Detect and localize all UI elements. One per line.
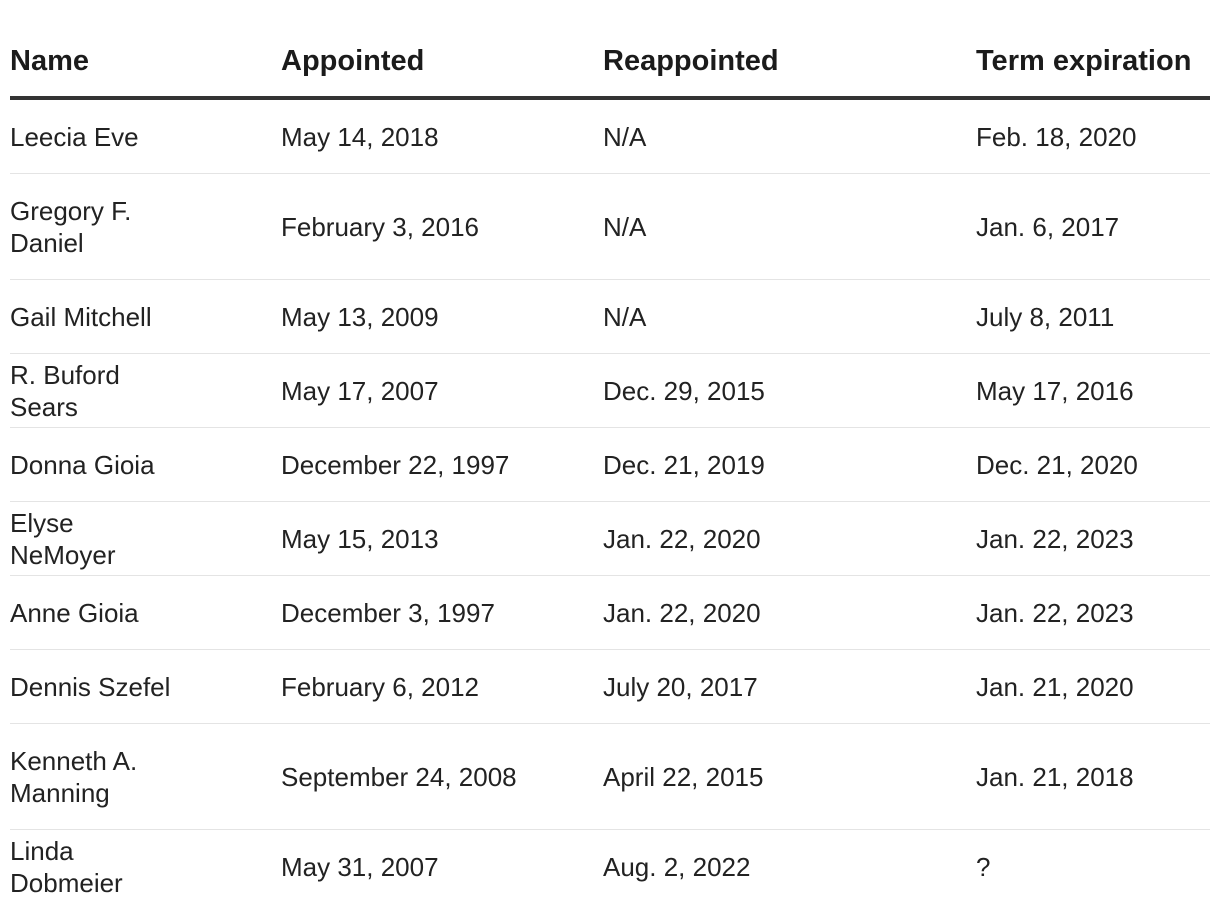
table-row [10, 174, 1210, 280]
header-reappointed: Reappointed [603, 26, 976, 98]
cell-term-expiration: Jan. 22, 2023 [976, 576, 1210, 650]
cell-appointed: December 22, 1997 [281, 428, 603, 502]
table-row [10, 98, 1210, 174]
table-row [10, 428, 1210, 502]
table-row [10, 830, 1210, 905]
cell-name: Dennis Szefel [10, 650, 281, 724]
cell-name: Leecia Eve [10, 98, 281, 174]
cell-reappointed: Jan. 22, 2020 [603, 576, 976, 650]
table-row [10, 354, 1210, 428]
cell-appointed: May 15, 2013 [281, 502, 603, 576]
cell-appointed: May 13, 2009 [281, 280, 603, 354]
cell-reappointed: Dec. 21, 2019 [603, 428, 976, 502]
cell-term-expiration: July 8, 2011 [976, 280, 1210, 354]
cell-reappointed: Dec. 29, 2015 [603, 354, 976, 428]
table-row [10, 502, 1210, 576]
cell-appointed: September 24, 2008 [281, 724, 603, 830]
cell-term-expiration: Jan. 6, 2017 [976, 174, 1210, 280]
cell-reappointed: Jan. 22, 2020 [603, 502, 976, 576]
cell-reappointed: Aug. 2, 2022 [603, 852, 751, 882]
cell-appointed: February 3, 2016 [281, 174, 603, 280]
cell-name: R. Buford Sears [10, 354, 281, 428]
cell-appointed: May 14, 2018 [281, 98, 603, 174]
cell-term-expiration: Jan. 21, 2020 [976, 650, 1210, 724]
header-appointed: Appointed [281, 26, 603, 98]
cell-term-expiration: Feb. 18, 2020 [976, 98, 1210, 174]
cell-appointed: December 3, 1997 [281, 576, 603, 650]
cell-name: Gregory F. Daniel [10, 174, 281, 280]
cell-reappointed: N/A [603, 98, 976, 174]
cell-appointed: May 17, 2007 [281, 354, 603, 428]
cell-term-expiration: Dec. 21, 2020 [976, 428, 1210, 502]
cell-term-expiration: May 17, 2016 [976, 354, 1210, 428]
cell-reappointed: July 20, 2017 [603, 650, 976, 724]
cell-term-expiration: Jan. 22, 2023 [976, 502, 1210, 576]
cell-reappointed: April 22, 2015 [603, 724, 976, 830]
cell-name: Anne Gioia [10, 576, 281, 650]
table-header-row [10, 26, 1210, 98]
table-row [10, 724, 1210, 830]
header-term-expiration: Term expiration [976, 26, 1210, 98]
header-name: Name [10, 26, 281, 98]
table-row [10, 280, 1210, 354]
cell-name: Donna Gioia [10, 428, 281, 502]
table-row [10, 576, 1210, 650]
appointments-table [10, 26, 1210, 904]
cell-name: Linda Dobmeier [10, 836, 123, 898]
cell-term-expiration: ? [976, 852, 991, 882]
cell-reappointed: N/A [603, 174, 976, 280]
cell-name: Kenneth A. Manning [10, 724, 281, 830]
table-row [10, 650, 1210, 724]
cell-appointed: February 6, 2012 [281, 650, 603, 724]
cell-term-expiration: Jan. 21, 2018 [976, 724, 1210, 830]
cell-appointed: May 31, 2007 [281, 852, 439, 882]
cell-name: Elyse NeMoyer [10, 502, 281, 576]
cell-reappointed: N/A [603, 280, 976, 354]
cell-name: Gail Mitchell [10, 280, 281, 354]
appointments-table-container [10, 26, 1210, 904]
